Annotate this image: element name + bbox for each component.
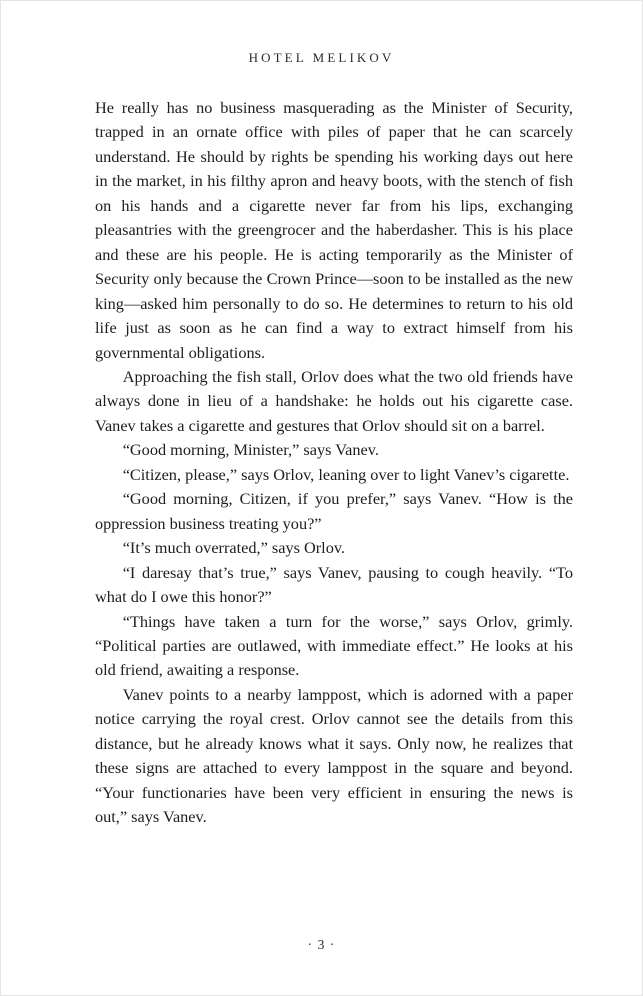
page-number: · 3 · — [307, 937, 336, 952]
paragraph: “Things have taken a turn for the worse,” says Orlov, grimly. “Political parties are outlawed, with immediate effect.” He looks at his old friend, awaiting a response. — [95, 611, 573, 680]
paragraph: Approaching the fish stall, Orlov does what the two old friends have always done in lieu of a handshake: he holds out his cigarette case. Vanev takes a cigarette and gestures that Orlov should sit on a barrel. — [95, 366, 573, 435]
paragraph: “Good morning, Citizen, if you prefer,” says Vanev. “How is the oppression business treating you?” — [95, 489, 573, 533]
paragraph: “I daresay that’s true,” says Vanev, pausing to cough heavily. “To what do I owe this honor?” — [95, 562, 573, 607]
paragraph: “Good morning, Minister,” says Vanev. — [122, 440, 379, 460]
paragraph: Vanev points to a nearby lamppost, which is adorned with a paper notice carrying the royal crest. Orlov cannot see the details from this distance, but he already knows what it says. Only now, he realizes that these signs are attached to every lamppost in the square and beyond. “Your functionaries have been very efficient in ensuring the news is out,” says Vanev. — [95, 684, 573, 827]
paragraph: He really has no business masquerading as the Minister of Security, trapped in an ornate office with piles of paper that he can scarcely understand. He should by rights be spending his working days out here in the market, in his filthy apron and heavy boots, with the stench of fish on his hands and a cigarette never far from his lips, exchanging pleasantries with the greengrocer and the haberdasher. This is his place and these are his people. He is acting temporarily as the Minister of Security only because the Crown Prince—soon to be installed as the new king—asked him personally to do so. He determines to return to his old life just as soon as he can find a way to extract himself from his governmental obligations. — [95, 98, 573, 362]
body-text — [95, 96, 573, 830]
paragraph: “Citizen, please,” says Orlov, leaning over to light Vanev’s cigarette. — [122, 464, 570, 484]
paragraph: “It’s much overrated,” says Orlov. — [122, 538, 345, 558]
running-header: HOTEL MELIKOV — [248, 50, 395, 65]
